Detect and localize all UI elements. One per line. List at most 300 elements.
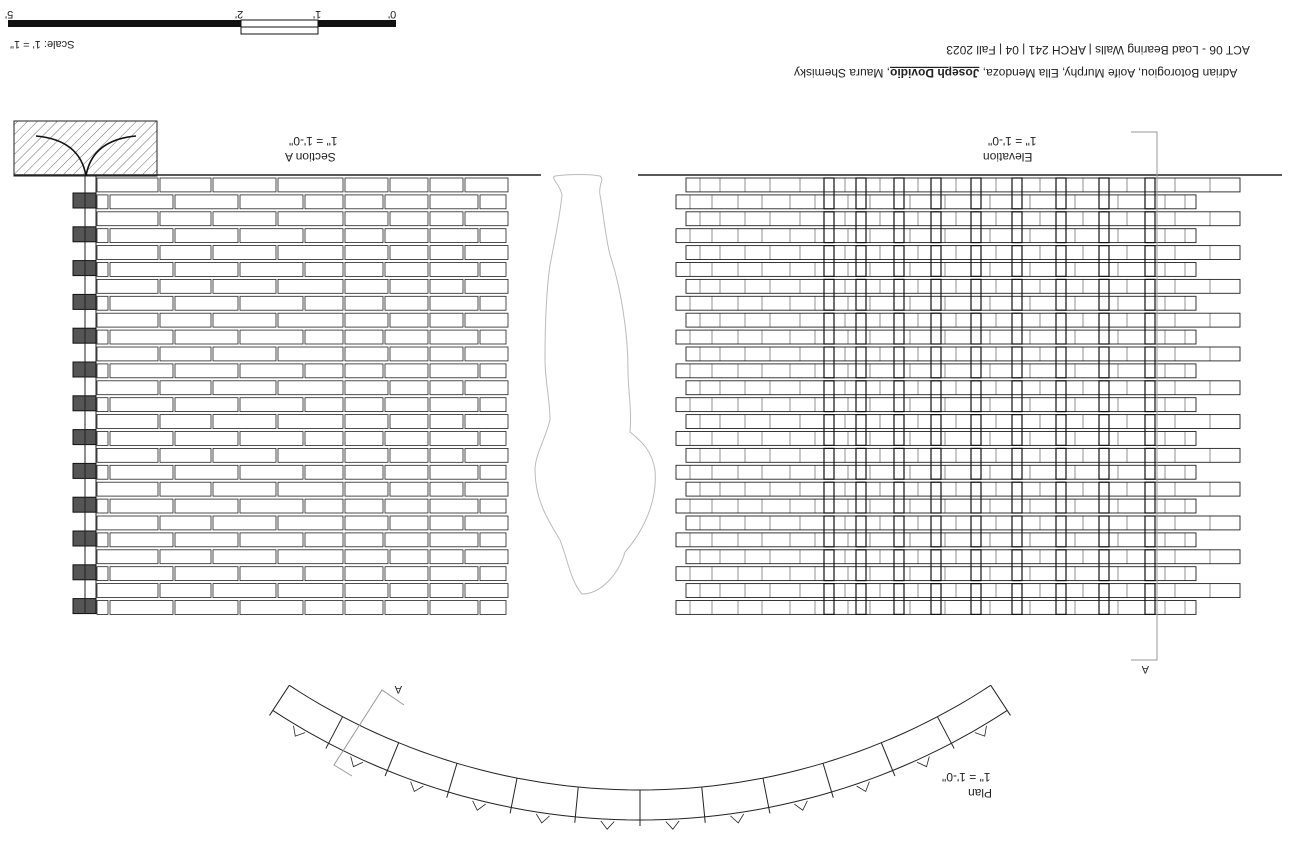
elevation-pier (1012, 178, 1022, 209)
elevation-pier (1012, 550, 1022, 581)
section-brick (430, 415, 463, 429)
elevation-pier (1145, 448, 1155, 479)
section-brick (278, 212, 343, 226)
section-brick (97, 330, 108, 344)
section-brick (480, 296, 506, 310)
elevation-pier (1056, 347, 1066, 378)
section-brick (97, 499, 108, 513)
elevation-pier (971, 246, 981, 277)
section-brick (305, 364, 343, 378)
section-brick (110, 499, 173, 513)
plan-block-tooth (351, 757, 363, 767)
section-brick (430, 482, 463, 496)
section-brick (305, 601, 343, 615)
section-brick (385, 330, 428, 344)
section-brick (430, 296, 478, 310)
section-brick (278, 381, 343, 395)
section-brick (345, 533, 383, 547)
section-brick (430, 516, 463, 530)
elevation-pier (931, 347, 941, 378)
section-title: Section A (285, 150, 336, 164)
elevation-pier (856, 246, 866, 277)
elevation-pier (971, 313, 981, 344)
plan-block-tooth (536, 814, 549, 823)
elevation-pier (894, 516, 904, 547)
section-brick (345, 246, 388, 260)
elevation-pier (1012, 212, 1022, 243)
section-brick (385, 465, 428, 479)
section-brick (110, 567, 173, 581)
elevation-pier (1145, 482, 1155, 513)
section-brick (305, 296, 343, 310)
section-brick (390, 415, 428, 429)
section-brick (480, 229, 506, 243)
section-brick (305, 263, 343, 277)
elevation-pier (824, 279, 834, 310)
section-brick (345, 584, 388, 598)
section-brick (97, 550, 158, 564)
section-brick (345, 415, 388, 429)
elevation-pier (931, 482, 941, 513)
elevation-pier (971, 584, 981, 615)
plan-block-joint (326, 717, 343, 749)
section-brick (278, 347, 343, 361)
section-brick (97, 381, 158, 395)
section-brick (240, 398, 303, 412)
section-brick (390, 584, 428, 598)
elevation-pier (1056, 381, 1066, 412)
plan-block-tooth (601, 821, 614, 829)
section-brick (175, 330, 238, 344)
elevation-pier (1145, 347, 1155, 378)
section-brick (430, 195, 478, 209)
section-brick (240, 263, 303, 277)
elevation-pier (894, 178, 904, 209)
section-brick (160, 448, 211, 462)
scale-bar-segment (241, 27, 318, 34)
plan-view (270, 683, 1011, 829)
elevation-pier (824, 448, 834, 479)
plan-block-joint (270, 685, 290, 715)
section-brick (240, 601, 303, 615)
section-brick (97, 432, 108, 446)
section-brick (278, 313, 343, 327)
elevation-pier (824, 415, 834, 446)
section-brick (385, 263, 428, 277)
section-brick (97, 398, 108, 412)
elevation-pier (931, 448, 941, 479)
elevation-pier (894, 550, 904, 581)
section-brick (465, 381, 508, 395)
scale-label: Scale: 1' = 1" (10, 38, 75, 50)
elevation-pier (1145, 516, 1155, 547)
section-brick (278, 584, 343, 598)
section-brick (213, 550, 276, 564)
section-brick (430, 229, 478, 243)
section-brick (110, 533, 173, 547)
section-brick (390, 448, 428, 462)
section-brick (213, 415, 276, 429)
plan-block-joint (937, 717, 954, 749)
section-brick (390, 313, 428, 327)
section-brick-courses (96, 176, 508, 614)
section-brick (175, 499, 238, 513)
elevation-pier (931, 246, 941, 277)
section-scale: 1" = 1'-0" (289, 134, 338, 148)
elevation-pier (1012, 448, 1022, 479)
section-brick (465, 347, 508, 361)
elevation-pier (1056, 313, 1066, 344)
elevation-pier (1056, 550, 1066, 581)
elevation-pier (894, 279, 904, 310)
plan-block-joint (991, 685, 1011, 715)
section-brick (345, 448, 388, 462)
section-brick (430, 212, 463, 226)
elevation-pier (931, 381, 941, 412)
elevation-pier (824, 347, 834, 378)
elevation-pier (971, 381, 981, 412)
section-brick (480, 195, 506, 209)
section-brick (345, 398, 383, 412)
section-brick (240, 195, 303, 209)
plan-scale: 1" = 1'-0" (942, 770, 991, 784)
section-brick (160, 482, 211, 496)
plan-block-tooth (473, 801, 486, 810)
elevation-pier (824, 212, 834, 243)
elevation-pier (1056, 178, 1066, 209)
section-brick (430, 465, 478, 479)
elevation-pier (1099, 279, 1109, 310)
section-brick (465, 584, 508, 598)
section-brick (465, 313, 508, 327)
section-view (14, 121, 541, 614)
elevation-pier (824, 381, 834, 412)
section-brick (240, 432, 303, 446)
elevation-pier (1099, 381, 1109, 412)
section-brick (385, 364, 428, 378)
elevation-pier (1056, 448, 1066, 479)
scale-tick-label: 0' (388, 8, 397, 20)
section-brick (385, 296, 428, 310)
section-brick (385, 499, 428, 513)
section-brick (385, 432, 428, 446)
section-brick (97, 482, 158, 496)
plan-block-tooth (794, 801, 807, 810)
elevation-pier (1056, 246, 1066, 277)
section-brick (97, 178, 158, 192)
section-brick (160, 415, 211, 429)
section-brick (213, 246, 276, 260)
elevation-pier (856, 584, 866, 615)
section-brick (345, 229, 383, 243)
section-brick (305, 195, 343, 209)
elevation-pier (971, 415, 981, 446)
elevation-pier (894, 448, 904, 479)
sheet-title: ACT 06 - Load Bearing Walls | ARCH 241 | 04 | Fall 2023 (946, 43, 1250, 57)
section-brick (385, 601, 428, 615)
scale-tick-label: 1' (313, 8, 322, 20)
plan-wall-inner (289, 685, 990, 790)
section-brick (110, 364, 173, 378)
elevation-pier (1012, 516, 1022, 547)
section-brick (97, 263, 108, 277)
human-scale-figure (535, 175, 655, 595)
section-brick (430, 567, 478, 581)
section-brick (278, 550, 343, 564)
section-brick (213, 381, 276, 395)
section-brick (97, 415, 158, 429)
elevation-pier (1056, 584, 1066, 615)
elevation-pier (894, 313, 904, 344)
section-brick (175, 398, 238, 412)
section-brick (305, 533, 343, 547)
section-brick (213, 584, 276, 598)
elevation-pier (1145, 313, 1155, 344)
elevation-pier (971, 550, 981, 581)
plan-block-tooth (917, 757, 929, 767)
elevation-pier (894, 212, 904, 243)
section-brick (305, 398, 343, 412)
section-brick (430, 448, 463, 462)
section-brick (160, 279, 211, 293)
section-brick (385, 533, 428, 547)
section-brick (278, 448, 343, 462)
section-brick (240, 364, 303, 378)
section-brick (385, 567, 428, 581)
elevation-pier (856, 178, 866, 209)
section-brick (160, 246, 211, 260)
section-brick (345, 381, 388, 395)
section-brick (345, 195, 383, 209)
section-brick (345, 364, 383, 378)
section-brick (345, 432, 383, 446)
section-brick (480, 465, 506, 479)
elevation-pier (856, 550, 866, 581)
elevation-pier (1012, 246, 1022, 277)
section-brick (278, 246, 343, 260)
section-brick (213, 516, 276, 530)
section-brick (480, 263, 506, 277)
elevation-pier (1099, 550, 1109, 581)
elevation-pier (856, 448, 866, 479)
scale-bar (5, 8, 396, 50)
elevation-pier (931, 279, 941, 310)
section-brick (110, 296, 173, 310)
section-brick (110, 432, 173, 446)
elevation-pier (1099, 482, 1109, 513)
elevation-pier (1099, 584, 1109, 615)
elevation-pier (894, 246, 904, 277)
elevation-pier (824, 313, 834, 344)
elevation-pier (894, 415, 904, 446)
elevation-pier (1099, 246, 1109, 277)
section-brick (305, 229, 343, 243)
section-brick (430, 313, 463, 327)
section-brick (305, 567, 343, 581)
section-brick (97, 279, 158, 293)
elevation-pier (824, 516, 834, 547)
section-brick (97, 601, 108, 615)
section-brick (160, 550, 211, 564)
elevation-pier (1056, 516, 1066, 547)
section-brick (480, 567, 506, 581)
elevation-pier (931, 212, 941, 243)
elevation-pier (894, 347, 904, 378)
elevation-pier (1145, 178, 1155, 209)
section-brick (430, 432, 478, 446)
scale-tick-label: 5' (5, 8, 14, 20)
section-brick (278, 178, 343, 192)
section-brick (175, 364, 238, 378)
section-brick (480, 499, 506, 513)
elevation-pier (894, 482, 904, 513)
elevation-pier (856, 313, 866, 344)
section-brick (430, 246, 463, 260)
elevation-pier (824, 550, 834, 581)
elevation-pier (931, 178, 941, 209)
scale-bar-segment (318, 20, 396, 27)
section-brick (390, 178, 428, 192)
sheet-authors: Adrian Botorogiou, Aoife Murphy, Ella Mendoza, Joseph Dovidio, Maura Shemisky (794, 66, 1238, 80)
elevation-pier (971, 212, 981, 243)
plan-title: Plan (968, 786, 993, 800)
scale-tick-label: 2' (235, 8, 244, 20)
section-brick (480, 601, 506, 615)
elevation-pier (1012, 415, 1022, 446)
section-brick (390, 482, 428, 496)
section-brick (345, 499, 383, 513)
elevation-pier (1145, 212, 1155, 243)
section-brick (465, 550, 508, 564)
section-brick (213, 313, 276, 327)
section-brick (480, 533, 506, 547)
elevation-pier (1056, 279, 1066, 310)
section-brick (213, 482, 276, 496)
section-brick (345, 567, 383, 581)
section-cut-blocks (73, 176, 96, 614)
elevation-pier (971, 279, 981, 310)
elevation-pier (894, 584, 904, 615)
elevation-pier (1145, 279, 1155, 310)
section-brick (465, 482, 508, 496)
elevation-pier (1056, 212, 1066, 243)
section-brick (240, 567, 303, 581)
section-brick (97, 212, 158, 226)
plan-block-tooth (730, 814, 743, 823)
section-brick (465, 415, 508, 429)
elevation-pier (971, 178, 981, 209)
elevation-pier (856, 347, 866, 378)
elevation-pier (1099, 212, 1109, 243)
elevation-pier (1145, 584, 1155, 615)
section-brick (345, 296, 383, 310)
section-brick (213, 448, 276, 462)
section-brick (385, 195, 428, 209)
section-brick (160, 584, 211, 598)
elevation-pier (1145, 415, 1155, 446)
section-brick (175, 465, 238, 479)
section-brick (430, 364, 478, 378)
curved-wall-plan (270, 685, 1011, 829)
section-brick (160, 381, 211, 395)
elevation-pier (971, 347, 981, 378)
section-brick (430, 584, 463, 598)
elevation-pier (931, 584, 941, 615)
section-brick (345, 313, 388, 327)
elevation-pier (856, 212, 866, 243)
section-brick (175, 263, 238, 277)
section-brick (110, 601, 173, 615)
section-brick (97, 296, 108, 310)
section-brick (175, 296, 238, 310)
section-brick (110, 195, 173, 209)
section-brick (465, 279, 508, 293)
title-block (794, 43, 1250, 80)
section-brick (175, 229, 238, 243)
section-brick (160, 347, 211, 361)
section-brick (430, 347, 463, 361)
section-brick (305, 465, 343, 479)
section-brick (175, 195, 238, 209)
section-brick (390, 347, 428, 361)
section-brick (240, 499, 303, 513)
section-brick (345, 178, 388, 192)
section-brick (97, 567, 108, 581)
section-brick (97, 246, 158, 260)
section-brick (175, 601, 238, 615)
section-brick (305, 330, 343, 344)
elevation-pier (971, 516, 981, 547)
section-brick (97, 313, 158, 327)
elevation-pier (1012, 381, 1022, 412)
section-brick (345, 330, 383, 344)
section-brick (240, 296, 303, 310)
section-brick (465, 448, 508, 462)
section-brick (110, 330, 173, 344)
elevation-pier (1012, 279, 1022, 310)
elevation-pier (1012, 313, 1022, 344)
section-brick (430, 178, 463, 192)
section-brick (175, 567, 238, 581)
elevation-view (638, 132, 1282, 675)
section-brick (97, 516, 158, 530)
section-brick (430, 279, 463, 293)
section-brick (97, 347, 158, 361)
section-brick (430, 533, 478, 547)
elevation-pier (856, 279, 866, 310)
elevation-pier (971, 482, 981, 513)
elevation-brick-courses (676, 178, 1240, 614)
section-brick (430, 398, 478, 412)
elevation-pier (931, 550, 941, 581)
elevation-pier (1056, 482, 1066, 513)
section-brick (175, 432, 238, 446)
section-brick (160, 178, 211, 192)
section-brick (345, 550, 388, 564)
plan-block-joint (881, 743, 895, 776)
section-brick (430, 330, 478, 344)
section-brick (110, 398, 173, 412)
elevation-pier (971, 448, 981, 479)
section-brick (385, 398, 428, 412)
section-brick (278, 516, 343, 530)
scale-bar-segment (241, 20, 318, 27)
section-brick (175, 533, 238, 547)
elevation-pier (856, 415, 866, 446)
section-brick (97, 195, 108, 209)
section-brick (465, 246, 508, 260)
elevation-pier (1099, 178, 1109, 209)
